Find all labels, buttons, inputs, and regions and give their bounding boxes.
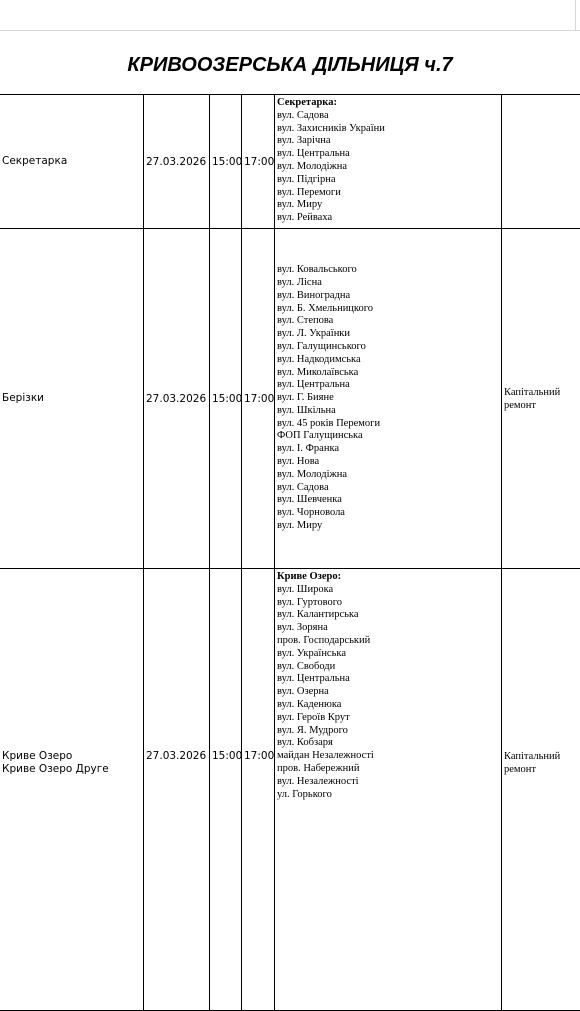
street-item: вул. Кобзаря [277, 737, 499, 750]
area-name: Секретарка [2, 155, 67, 167]
date-cell: 27.03.2026 [144, 229, 210, 569]
street-item: вул. Гуртового [277, 597, 499, 610]
table-row [0, 95, 580, 229]
street-item: пров. Господарський [277, 635, 499, 648]
date-cell: 27.03.2026 [144, 569, 210, 1011]
streets-cell [275, 569, 502, 1011]
street-item: вул. Широка [277, 584, 499, 597]
time-to-cell: 17:00 [242, 569, 275, 1011]
street-item: вул. Я. Мудрого [277, 725, 499, 738]
street-item: вул. Українська [277, 648, 499, 661]
table-row [0, 229, 580, 569]
time-from-cell: 15:00 [210, 569, 242, 1011]
street-item: вул. Зоряна [277, 622, 499, 635]
area-cell [0, 569, 144, 1011]
street-item: вул. Галущинського [277, 341, 499, 354]
reason-cell: Капітальний ремонт [502, 569, 580, 1011]
street-item: вул. Шкільна [277, 405, 499, 418]
street-item: вул. Центральна [277, 148, 499, 161]
street-item: ул. Горького [277, 789, 499, 802]
street-item: вул. Каденюка [277, 699, 499, 712]
street-item: вул. Молодіжна [277, 161, 499, 174]
area-cell [0, 229, 144, 569]
street-item: вул. Садова [277, 110, 499, 123]
street-item: пров. Набережний [277, 763, 499, 776]
time-from-cell: 15:00 [210, 95, 242, 229]
page-divider [0, 30, 580, 31]
area-cell [0, 95, 144, 229]
reason-cell: Капітальний ремонт [502, 229, 580, 569]
street-item: вул. Ковальського [277, 264, 499, 277]
time-to-cell: 17:00 [242, 229, 275, 569]
table-row [0, 569, 580, 1011]
street-item: вул. Підгірна [277, 174, 499, 187]
street-item: вул. Рейваха [277, 212, 499, 225]
page-edge-line [575, 0, 576, 30]
street-item: вул. Молодіжна [277, 469, 499, 482]
street-item: вул. Зарічна [277, 135, 499, 148]
street-item: вул. Перемоги [277, 187, 499, 200]
time-to-cell: 17:00 [242, 95, 275, 229]
street-item: вул. Озерна [277, 686, 499, 699]
reason-cell [502, 95, 580, 229]
street-item: вул. Центральна [277, 379, 499, 392]
area-name: Криве Озеро Друге [2, 763, 109, 775]
street-item: вул. Свободи [277, 661, 499, 674]
page-title: КРИВООЗЕРСЬКА ДІЛЬНИЦЯ ч.7 [0, 54, 580, 77]
area-name: Берізки [2, 392, 44, 404]
time-from-cell: 15:00 [210, 229, 242, 569]
street-item: вул. Г. Бияне [277, 392, 499, 405]
streets-cell [275, 95, 502, 229]
street-item: вул. Степова [277, 315, 499, 328]
street-item: вул. Садова [277, 482, 499, 495]
streets-heading: Криве Озеро: [277, 571, 499, 584]
street-item: вул. Миру [277, 199, 499, 212]
street-item: вул. Нова [277, 456, 499, 469]
street-item: майдан Незалежності [277, 750, 499, 763]
street-item: вул. Захисників України [277, 123, 499, 136]
street-item: вул. Б. Хмельницкого [277, 303, 499, 316]
street-item: вул. Калантирська [277, 609, 499, 622]
street-item: вул. Надкодимська [277, 354, 499, 367]
street-item: вул. Шевченка [277, 494, 499, 507]
street-item: вул. Виноградна [277, 290, 499, 303]
street-item: вул. Героїв Крут [277, 712, 499, 725]
streets-heading: Секретарка: [277, 97, 499, 110]
street-item: вул. 45 років Перемоги [277, 418, 499, 431]
street-item: вул. Лісна [277, 277, 499, 290]
street-item: вул. І. Франка [277, 443, 499, 456]
area-name: Криве Озеро [2, 750, 72, 762]
street-item: вул. Миколаївська [277, 367, 499, 380]
street-item: вул. Чорновола [277, 507, 499, 520]
street-item: вул. Л. Українки [277, 328, 499, 341]
street-item: вул. Центральна [277, 673, 499, 686]
streets-cell [275, 229, 502, 569]
street-item: вул. Незалежності [277, 776, 499, 789]
street-item: ФОП Галущинська [277, 430, 499, 443]
street-item: вул. Миру [277, 520, 499, 533]
date-cell: 27.03.2026 [144, 95, 210, 229]
outage-schedule-table [0, 94, 580, 1011]
